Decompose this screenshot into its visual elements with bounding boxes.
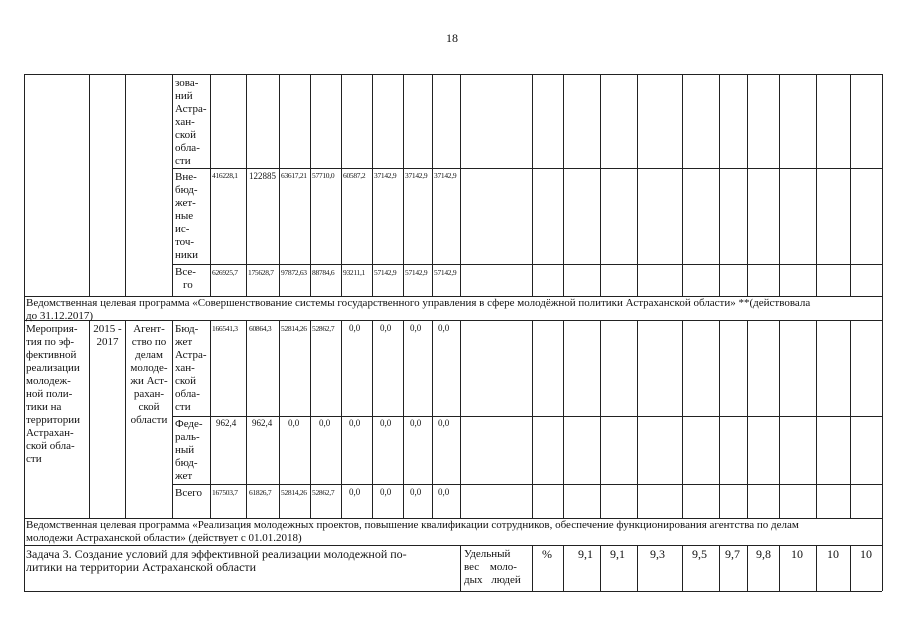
funding-source-line: обла-: [175, 142, 200, 154]
executor-line: молоде-: [130, 362, 168, 374]
value-cell: 0,0: [410, 323, 422, 333]
budget-label-line: сти: [175, 401, 191, 413]
value-cell: 57142,9: [405, 268, 428, 277]
funding-total-label-cell: [175, 266, 209, 292]
funding-source-line: ные: [175, 210, 194, 222]
budget-label-line: Астра-: [175, 349, 207, 361]
executor-line: рахан-: [133, 388, 165, 400]
value-cell: 0,0: [349, 487, 361, 497]
budget-label-line: Бюд-: [175, 323, 199, 335]
value-cell: 88784,6: [312, 268, 335, 277]
executor-line: Агент-: [133, 323, 165, 335]
funding-source-line: зова-: [175, 77, 199, 89]
value-cell: 626925,7: [212, 268, 238, 277]
value-cell: 61826,7: [249, 488, 272, 497]
value-cell: 52862,7: [312, 324, 335, 333]
program-header-line: до 31.12.2017): [26, 310, 94, 322]
executor-line: области: [130, 414, 168, 426]
target-value-cell: 9,5: [692, 547, 707, 561]
measure-line: молодеж-: [26, 375, 71, 387]
federal-label-line: бюд-: [175, 457, 198, 469]
target-value-cell: 10: [860, 547, 872, 561]
period-line: 2017: [96, 336, 119, 348]
value-cell: 0,0: [438, 418, 450, 428]
executor-line: ской: [138, 401, 160, 413]
indicator-cell: [464, 548, 530, 587]
indicator-line: вес моло-: [464, 561, 517, 573]
value-cell: 0,0: [349, 323, 361, 333]
measure-line: фективной: [26, 349, 77, 361]
budget-label-line: ской: [175, 375, 197, 387]
funding-source-regional-budget-cell: [175, 77, 209, 168]
funding-source-line: бюд-: [175, 184, 198, 196]
funding-source-extrabudgetary-cell: [175, 171, 209, 262]
value-cell: 63617,21: [281, 171, 307, 180]
page-number: 18: [446, 31, 458, 45]
funding-source-line: хан-: [175, 116, 195, 128]
indicator-line: дых людей: [464, 574, 521, 586]
value-cell: 0,0: [319, 418, 331, 428]
program-header-line: молодежи Астраханской области» (действует с 01.01.2018): [26, 532, 302, 544]
target-value-cell: 9,3: [650, 547, 665, 561]
measure-line: территории: [26, 414, 81, 426]
measure-line: ской обла-: [26, 440, 75, 452]
target-value-cell: 10: [791, 547, 803, 561]
measure-line: Астрахан-: [26, 427, 74, 439]
value-cell: 0,0: [380, 418, 392, 428]
funding-source-line: точ-: [175, 236, 195, 248]
value-cell: 93211,1: [343, 268, 365, 277]
value-cell: 166541,3: [212, 324, 238, 333]
funding-source-line: ис-: [175, 223, 190, 235]
program-header-line: Ведомственная целевая программа «Совершенствование системы государственного управления в сфере молодёжной политики Астраханской области» **(действовала: [26, 297, 811, 309]
federal-label-line: жет: [175, 470, 193, 482]
task-title-cell: [26, 548, 458, 574]
value-cell: 37142,9: [405, 171, 428, 180]
funding-source-line: ской: [175, 129, 197, 141]
value-cell: 57710,0: [312, 171, 335, 180]
funding-source-line: ний: [175, 90, 193, 102]
measure-line: Мероприя-: [26, 323, 78, 335]
federal-label-line: раль-: [175, 431, 200, 443]
target-value-cell: 9,1: [578, 547, 593, 561]
program-header-line: Ведомственная целевая программа «Реализация молодежных проектов, повышение квалификации сотрудников, обеспечение функционирования агентства по делам: [26, 519, 799, 531]
value-cell: 0,0: [380, 323, 392, 333]
federal-label-cell: [175, 418, 209, 483]
measure-line: реализации: [26, 362, 80, 374]
measure-line: сти: [26, 453, 42, 465]
value-cell: 52862,7: [312, 488, 335, 497]
program-header-2: [26, 519, 882, 545]
value-cell: 0,0: [380, 487, 392, 497]
value-cell: 122885: [249, 171, 276, 181]
measure-line: тики на: [26, 401, 62, 413]
task-title-line: Задача 3. Создание условий для эффективной реализации молодежной по-: [26, 547, 407, 561]
federal-label-line: ный: [175, 444, 195, 456]
value-cell: 37142,9: [434, 171, 457, 180]
executor-line: жи Аст-: [130, 375, 168, 387]
federal-label-line: Феде-: [175, 418, 203, 430]
value-cell: 57142,9: [374, 268, 397, 277]
budget-label-cell: [175, 323, 209, 414]
measure-line: ной поли-: [26, 388, 73, 400]
program-header-1: [26, 297, 882, 323]
target-value-cell: 9,1: [610, 547, 625, 561]
value-cell: 52814,26: [281, 488, 307, 497]
target-value-cell: 9,8: [756, 547, 771, 561]
executor-cell: [127, 323, 171, 427]
period-line: 2015 -: [93, 323, 122, 335]
executor-line: делам: [135, 349, 163, 361]
total-label-line: Все-: [175, 266, 196, 278]
funding-source-line: ники: [175, 249, 199, 261]
target-value-cell: 10: [827, 547, 839, 561]
value-cell: 37142,9: [374, 171, 397, 180]
unit-cell: %: [542, 547, 552, 561]
value-cell: 0,0: [288, 418, 300, 428]
funding-source-line: Вне-: [175, 171, 197, 183]
total-label-line: го: [183, 279, 193, 291]
funding-source-line: Астра-: [175, 103, 207, 115]
indicator-line: Удельный: [464, 548, 511, 560]
value-cell: 416228,1: [212, 171, 238, 180]
measure-line: тия по эф-: [26, 336, 75, 348]
measure-name-cell: [26, 323, 88, 466]
budget-label-line: обла-: [175, 388, 200, 400]
funding-source-line: сти: [175, 155, 191, 167]
funding-source-line: жет-: [175, 197, 196, 209]
budget-label-line: жет: [175, 336, 193, 348]
value-cell: 175628,7: [248, 268, 274, 277]
value-cell: 97872,63: [281, 268, 307, 277]
value-cell: 60864,3: [249, 324, 272, 333]
executor-line: ство по: [131, 336, 167, 348]
value-cell: 60587,2: [343, 171, 366, 180]
value-cell: 0,0: [438, 323, 450, 333]
task-title-line: литики на территории Астраханской области: [26, 560, 257, 574]
value-cell: 962,4: [216, 418, 237, 428]
budget-label-line: хан-: [175, 362, 195, 374]
value-cell: 167503,7: [212, 488, 238, 497]
section-total-label: Всего: [175, 487, 202, 499]
target-value-cell: 9,7: [725, 547, 740, 561]
value-cell: 962,4: [252, 418, 273, 428]
value-cell: 0,0: [349, 418, 361, 428]
value-cell: 52814,26: [281, 324, 307, 333]
value-cell: 0,0: [438, 487, 450, 497]
value-cell: 0,0: [410, 418, 422, 428]
value-cell: 57142,9: [434, 268, 457, 277]
value-cell: 0,0: [410, 487, 422, 497]
period-cell: [91, 323, 124, 349]
